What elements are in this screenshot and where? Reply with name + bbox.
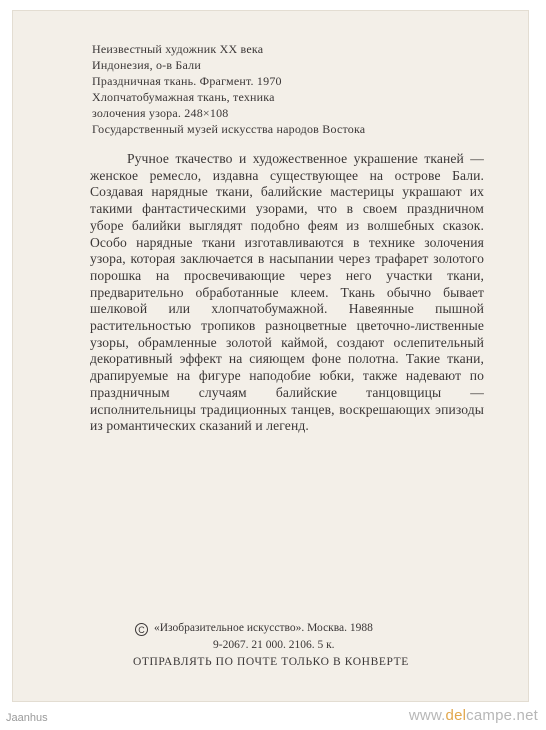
publisher-info	[135, 620, 455, 654]
watermark-accent: del	[445, 707, 467, 724]
caption-location: Индонезия, о-в Бали	[92, 58, 201, 72]
description-text: Ручное ткачество и художественное украшение тканей — женское ремесло, издавна существующее на острове Бали. Создавая нарядные ткани, балийские мастерицы украшают их такими фантастическими узорами, что в своем праздничном уборе балийки выглядят подобно феям из волшебных сказок. Особо нарядные ткани изготавливаются в технике золочения узора, которая заключается в насыпании через трафарет золотого порошка на просвечивающие через него участки ткани, предварительно обработанные клеем. Ткань обычно бывает шелковой или хлопчатобумажной. Навеянные пышной растительностью тропиков разноцветные цветочно-лиственные узоры, обрамленные золотой каймой, создают ослепительный декоративный эффект на сияющем фоне полотна. Такие ткани, драпируемые на фигуре наподобие юбки, также надевают по праздничным случаям балийские танцовщицы — исполнительницы традиционных танцев, воскрешающих эпизоды из романтических сказаний и легенд.	[90, 151, 484, 434]
watermark-site	[409, 707, 538, 724]
watermark-suffix: campe.net	[466, 707, 538, 724]
caption-technique: золочения узора. 248×108	[92, 106, 229, 120]
caption-artist: Неизвестный художник XX века	[92, 42, 264, 56]
caption-title: Праздничная ткань. Фрагмент. 1970	[92, 74, 282, 88]
caption-museum: Государственный музей искусства народов Востока	[92, 122, 366, 136]
artwork-caption	[92, 41, 492, 137]
watermark-seller: Jaanhus	[6, 712, 48, 724]
mailing-instruction: ОТПРАВЛЯТЬ ПО ПОЧТЕ ТОЛЬКО В КОНВЕРТЕ	[133, 656, 409, 668]
postcard-back	[12, 10, 529, 702]
caption-material: Хлопчатобумажная ткань, техника	[92, 90, 275, 104]
print-details: 9-2067. 21 000. 2106. 5 к.	[213, 639, 335, 651]
publisher-line: «Изобразительное искусство». Москва. 1988	[154, 622, 373, 634]
watermark-prefix: www.	[408, 707, 446, 724]
copyright-icon: C	[135, 623, 148, 636]
